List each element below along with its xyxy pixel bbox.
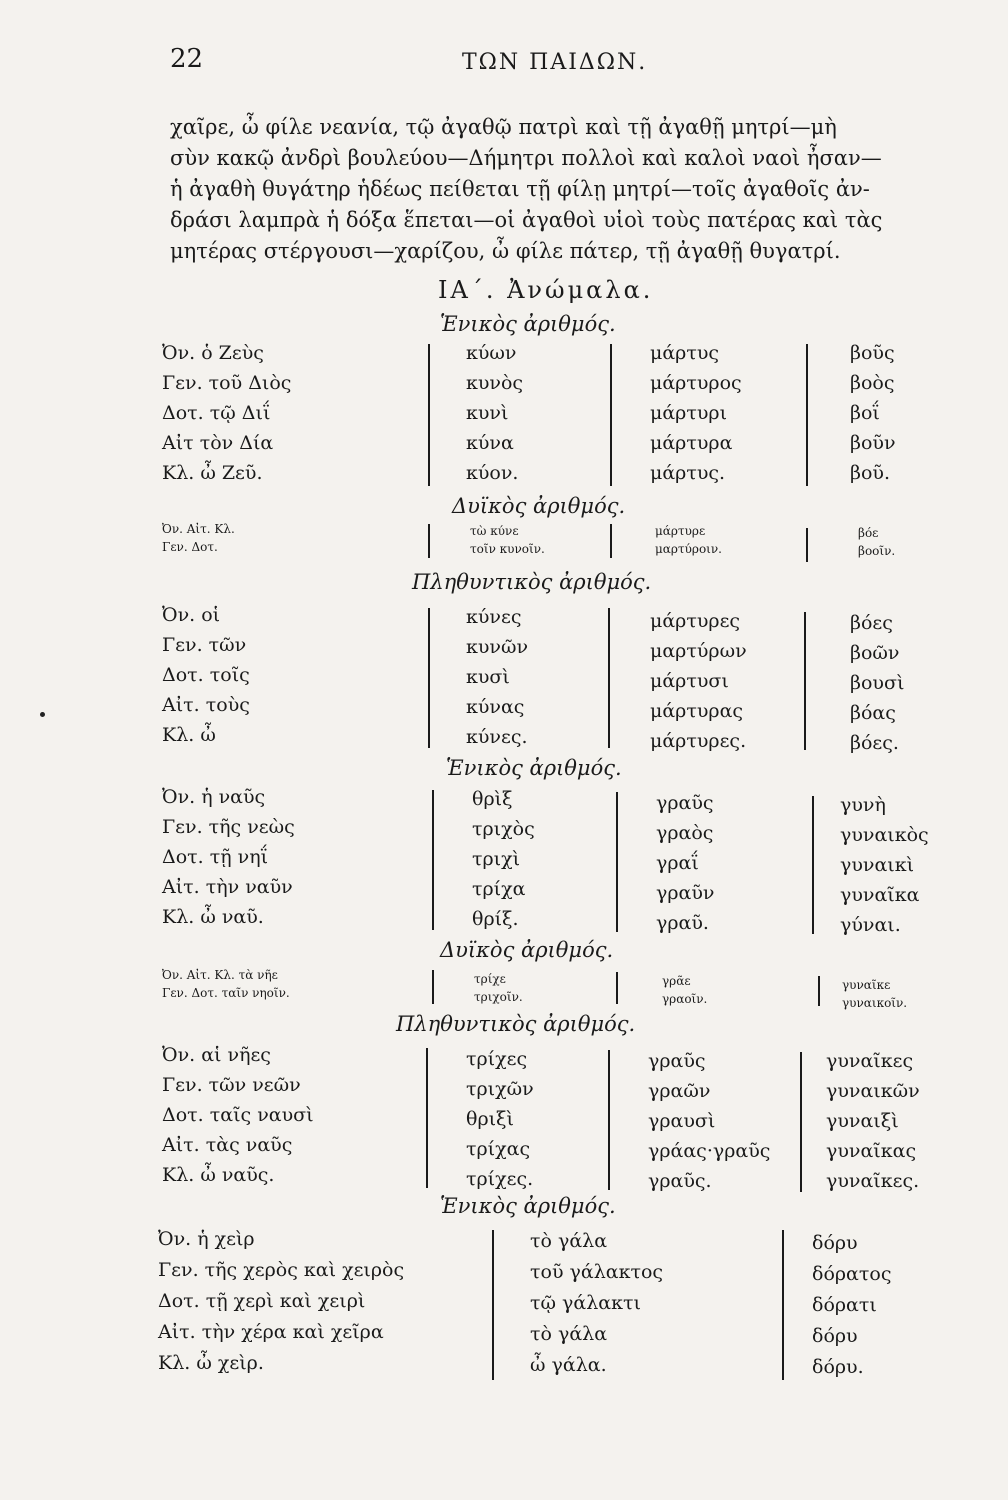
case-label: Κλ. ὦ Ζεῦ. (162, 462, 263, 484)
form: δόρυ. (812, 1356, 864, 1378)
form: μάρτυρες. (650, 730, 747, 752)
form: βοῶν (850, 642, 900, 664)
case-labels (162, 782, 295, 932)
form: μάρτυρι (650, 402, 728, 424)
heading-singular: Ἑνικὸς ἀριθμός. (440, 1194, 616, 1218)
case-label: Ὀν. αἱ νῆες (162, 1044, 271, 1066)
form: γραῶν (648, 1080, 711, 1102)
running-title: ΤΩΝ ΠΑΙΔΩΝ. (462, 50, 648, 75)
dual-graus (662, 972, 707, 1008)
form: τριχὶ (472, 848, 521, 870)
brace-line (806, 344, 808, 486)
case-label: Γεν. Δοτ. (162, 540, 218, 554)
form: θριξὶ (466, 1108, 514, 1130)
case-label: Αἰτ. τοὺς (162, 694, 250, 716)
case-label: Δοτ. τῇ χερὶ καὶ χειρὶ (158, 1290, 366, 1312)
form: μάρτυς. (650, 462, 726, 484)
form: γραῦς. (648, 1170, 712, 1192)
form: μάρτυρα (650, 432, 733, 454)
brace-line (616, 792, 618, 932)
brace-line (428, 524, 430, 558)
form: δόρατι (812, 1294, 877, 1316)
dual-thrix (474, 970, 523, 1006)
brace-line (806, 528, 808, 562)
case-label: Κλ. ὦ ναῦς. (162, 1164, 275, 1186)
case-label: Δοτ. τῷ Διΐ (162, 402, 271, 424)
form: κύνες. (466, 726, 528, 748)
form: θρίξ. (472, 908, 519, 930)
prose-line: ἡ ἀγαθὴ θυγάτηρ ἡδέως πείθεται τῇ φίλῃ μητρί—τοῖς ἀγαθοῖς ἀν- (170, 177, 870, 201)
prose-line: δράσι λαμπρὰ ἡ δόξα ἕπεται—οἱ ἀγαθοὶ υἱοὶ τοὺς πατέρας καὶ τὰς (170, 208, 883, 232)
form: γυναῖκες. (826, 1170, 920, 1192)
section-title: ΙΑ΄. Ἀνώμαλα. (438, 276, 654, 304)
form: μάρτυσι (650, 670, 729, 692)
case-label: Ὀν. ὁ Ζεὺς (162, 342, 264, 364)
brace-line (492, 1230, 494, 1380)
page-number: 22 (170, 44, 204, 74)
case-label: Δοτ. τοῖς (162, 664, 250, 686)
form: τὸ γάλα (530, 1230, 608, 1252)
dual-martys (655, 522, 722, 558)
form: κυνὸς (466, 372, 524, 394)
form: μάρτυρος (650, 372, 742, 394)
dual-kyon (470, 522, 545, 558)
form: τοῦ γάλακτος (530, 1261, 664, 1283)
form: κυσὶ (466, 666, 510, 688)
form: τριχῶν (466, 1078, 534, 1100)
plural-bous (850, 608, 904, 758)
prose-line: χαῖρε, ὦ φίλε νεανία, τῷ ἀγαθῷ πατρὶ καὶ τῇ ἀγαθῇ μητρί—μὴ (170, 115, 837, 139)
form: γυναῖκε (842, 978, 891, 992)
form: κύων (466, 342, 517, 364)
form: μάρτυρας (650, 700, 744, 722)
brace-line (608, 608, 610, 748)
form: κύνας (466, 696, 525, 718)
form: γυναικὶ (840, 854, 915, 876)
exercise-paragraph (170, 112, 950, 267)
brace-line (804, 612, 806, 750)
margin-speck (40, 712, 45, 717)
form: γυναιξὶ (826, 1110, 899, 1132)
case-labels-dual (162, 520, 235, 556)
case-labels (158, 1224, 404, 1379)
form: τριχοῖν. (474, 990, 523, 1004)
form: βοοῖν. (858, 544, 896, 558)
noun-column-martys (650, 338, 742, 488)
form: τὼ κύνε (470, 524, 519, 538)
prose-line: μητέρας στέργουσι—χαρίζου, ὦ φίλε πάτερ, τῇ ἀγαθῇ θυγατρί. (170, 239, 841, 263)
sing-gala (530, 1226, 663, 1381)
form: κύον. (466, 462, 519, 484)
case-label: Κλ. ὦ χεὶρ. (158, 1352, 264, 1374)
brace-line (432, 790, 434, 930)
form: τρίχα (472, 878, 526, 900)
brace-line (782, 1230, 784, 1380)
form: κύνα (466, 432, 514, 454)
form: γυναικὸς (840, 824, 929, 846)
form: μάρτυρε (655, 524, 706, 538)
form: γυναικοῖν. (842, 996, 908, 1010)
case-label: Κλ. ὦ ναῦ. (162, 906, 264, 928)
brace-line (616, 972, 618, 1004)
brace-line (428, 344, 430, 486)
case-label: Γεν. τῆς νεὼς (162, 816, 295, 838)
case-label: Ὀν. Αἰτ. Κλ. τὰ νῆε (162, 968, 278, 982)
heading-singular: Ἑνικὸς ἀριθμός. (440, 312, 616, 336)
sing-gyne (840, 790, 929, 940)
form: γραΐ (656, 852, 699, 874)
brace-line (608, 1050, 610, 1190)
form: βοὸς (850, 372, 895, 394)
form: γράας·γραῦς (648, 1140, 771, 1162)
heading-dual: Δυϊκὸς ἀριθμός. (452, 494, 626, 518)
brace-line (610, 524, 612, 558)
case-label: Δοτ. ταῖς ναυσὶ (162, 1104, 314, 1126)
noun-column-bous (850, 338, 896, 488)
case-labels-plural (162, 1040, 314, 1190)
brace-line (426, 1048, 428, 1188)
form: δόρυ (812, 1325, 858, 1347)
case-label: Κλ. ὦ (162, 724, 216, 746)
sing-dory (812, 1228, 891, 1383)
form: τῷ γάλακτι (530, 1292, 641, 1314)
case-label: Αἰτ. τὴν ναῦν (162, 876, 293, 898)
form: βόες (850, 612, 893, 634)
form: τρίχε (474, 972, 506, 986)
form: μάρτυρες (650, 610, 741, 632)
plural-thrix (466, 1044, 534, 1194)
case-label: Γεν. τῶν νεῶν (162, 1074, 301, 1096)
form: βόε (858, 526, 879, 540)
heading-dual: Δυϊκὸς ἀριθμός. (440, 938, 614, 962)
plural-graus (648, 1046, 770, 1196)
dual-gyne (842, 976, 907, 1012)
case-label: Ὀν. Αἰτ. Κλ. (162, 522, 235, 536)
heading-plural: Πληθυντικὸς ἀριθμός. (412, 570, 652, 594)
plural-martys (650, 606, 747, 756)
case-label: Αἰτ τὸν Δία (162, 432, 274, 454)
form: γραῦ. (656, 912, 709, 934)
form: μαρτύροιν. (655, 542, 722, 556)
form: γραὸς (656, 822, 714, 844)
form: γραῦς (656, 792, 714, 814)
form: δόρυ (812, 1232, 858, 1254)
form: γραῦν (656, 882, 715, 904)
case-label: Γεν. τοῦ Διὸς (162, 372, 292, 394)
case-label: Αἰτ. τὴν χέρα καὶ χεῖρα (158, 1321, 384, 1343)
heading-singular: Ἑνικὸς ἀριθμός. (446, 756, 622, 780)
form: τρίχες. (466, 1168, 534, 1190)
prose-line: σὺν κακῷ ἀνδρὶ βουλεύου—Δήμητρι πολλοὶ καὶ καλοὶ ναοὶ ἦσαν— (170, 146, 882, 170)
form: γυναικῶν (826, 1080, 920, 1102)
case-label: Γεν. Δοτ. ταῖν νηοῖν. (162, 986, 290, 1000)
form: τριχὸς (472, 818, 535, 840)
case-labels-plural (162, 600, 250, 750)
form: βοῦς (850, 342, 895, 364)
brace-line (818, 976, 820, 1006)
form: γρᾶε (662, 974, 691, 988)
form: κύνες (466, 606, 522, 628)
form: κυνῶν (466, 636, 529, 658)
case-label: Αἰτ. τὰς ναῦς (162, 1134, 293, 1156)
plural-kyon (466, 602, 528, 752)
case-label: Γεν. τῆς χερὸς καὶ χειρὸς (158, 1259, 405, 1281)
case-label: Ὀν. ἡ χεὶρ (158, 1228, 255, 1250)
form: γυναῖκας (826, 1140, 917, 1162)
sing-thrix (472, 784, 535, 934)
case-label: Γεν. τῶν (162, 634, 247, 656)
heading-plural: Πληθυντικὸς ἀριθμός. (396, 1012, 636, 1036)
form: βουσὶ (850, 672, 905, 694)
brace-line (432, 970, 434, 1004)
form: γυναῖκα (840, 884, 920, 906)
form: γραυσὶ (648, 1110, 716, 1132)
form: ὦ γάλα. (530, 1354, 607, 1376)
case-label: Δοτ. τῇ νηΐ (162, 846, 269, 868)
form: βοΐ (850, 402, 880, 424)
form: τοῖν κυνοῖν. (470, 542, 545, 556)
form: δόρατος (812, 1263, 892, 1285)
form: γραῦς (648, 1050, 706, 1072)
form: βοῦ. (850, 462, 891, 484)
form: κυνὶ (466, 402, 509, 424)
form: τρίχας (466, 1138, 531, 1160)
case-labels (162, 338, 291, 488)
form: γραοῖν. (662, 992, 708, 1006)
plural-gyne (826, 1046, 920, 1196)
form: γυνὴ (840, 794, 886, 816)
brace-line (812, 796, 814, 934)
form: γυναῖκες (826, 1050, 914, 1072)
form: μάρτυς (650, 342, 720, 364)
dual-bous (858, 524, 895, 560)
form: τὸ γάλα (530, 1323, 608, 1345)
brace-line (428, 608, 430, 748)
case-labels-dual (162, 966, 290, 1002)
case-label: Ὀν. οἱ (162, 604, 221, 626)
form: θρὶξ (472, 788, 513, 810)
form: τρίχες (466, 1048, 528, 1070)
sing-graus (656, 788, 714, 938)
noun-column-kyon (466, 338, 523, 488)
form: γύναι. (840, 914, 901, 936)
brace-line (800, 1052, 802, 1192)
form: βόες. (850, 732, 899, 754)
case-label: Ὀν. ἡ ναῦς (162, 786, 266, 808)
brace-line (610, 344, 612, 486)
form: μαρτύρων (650, 640, 747, 662)
form: βόας (850, 702, 896, 724)
form: βοῦν (850, 432, 896, 454)
